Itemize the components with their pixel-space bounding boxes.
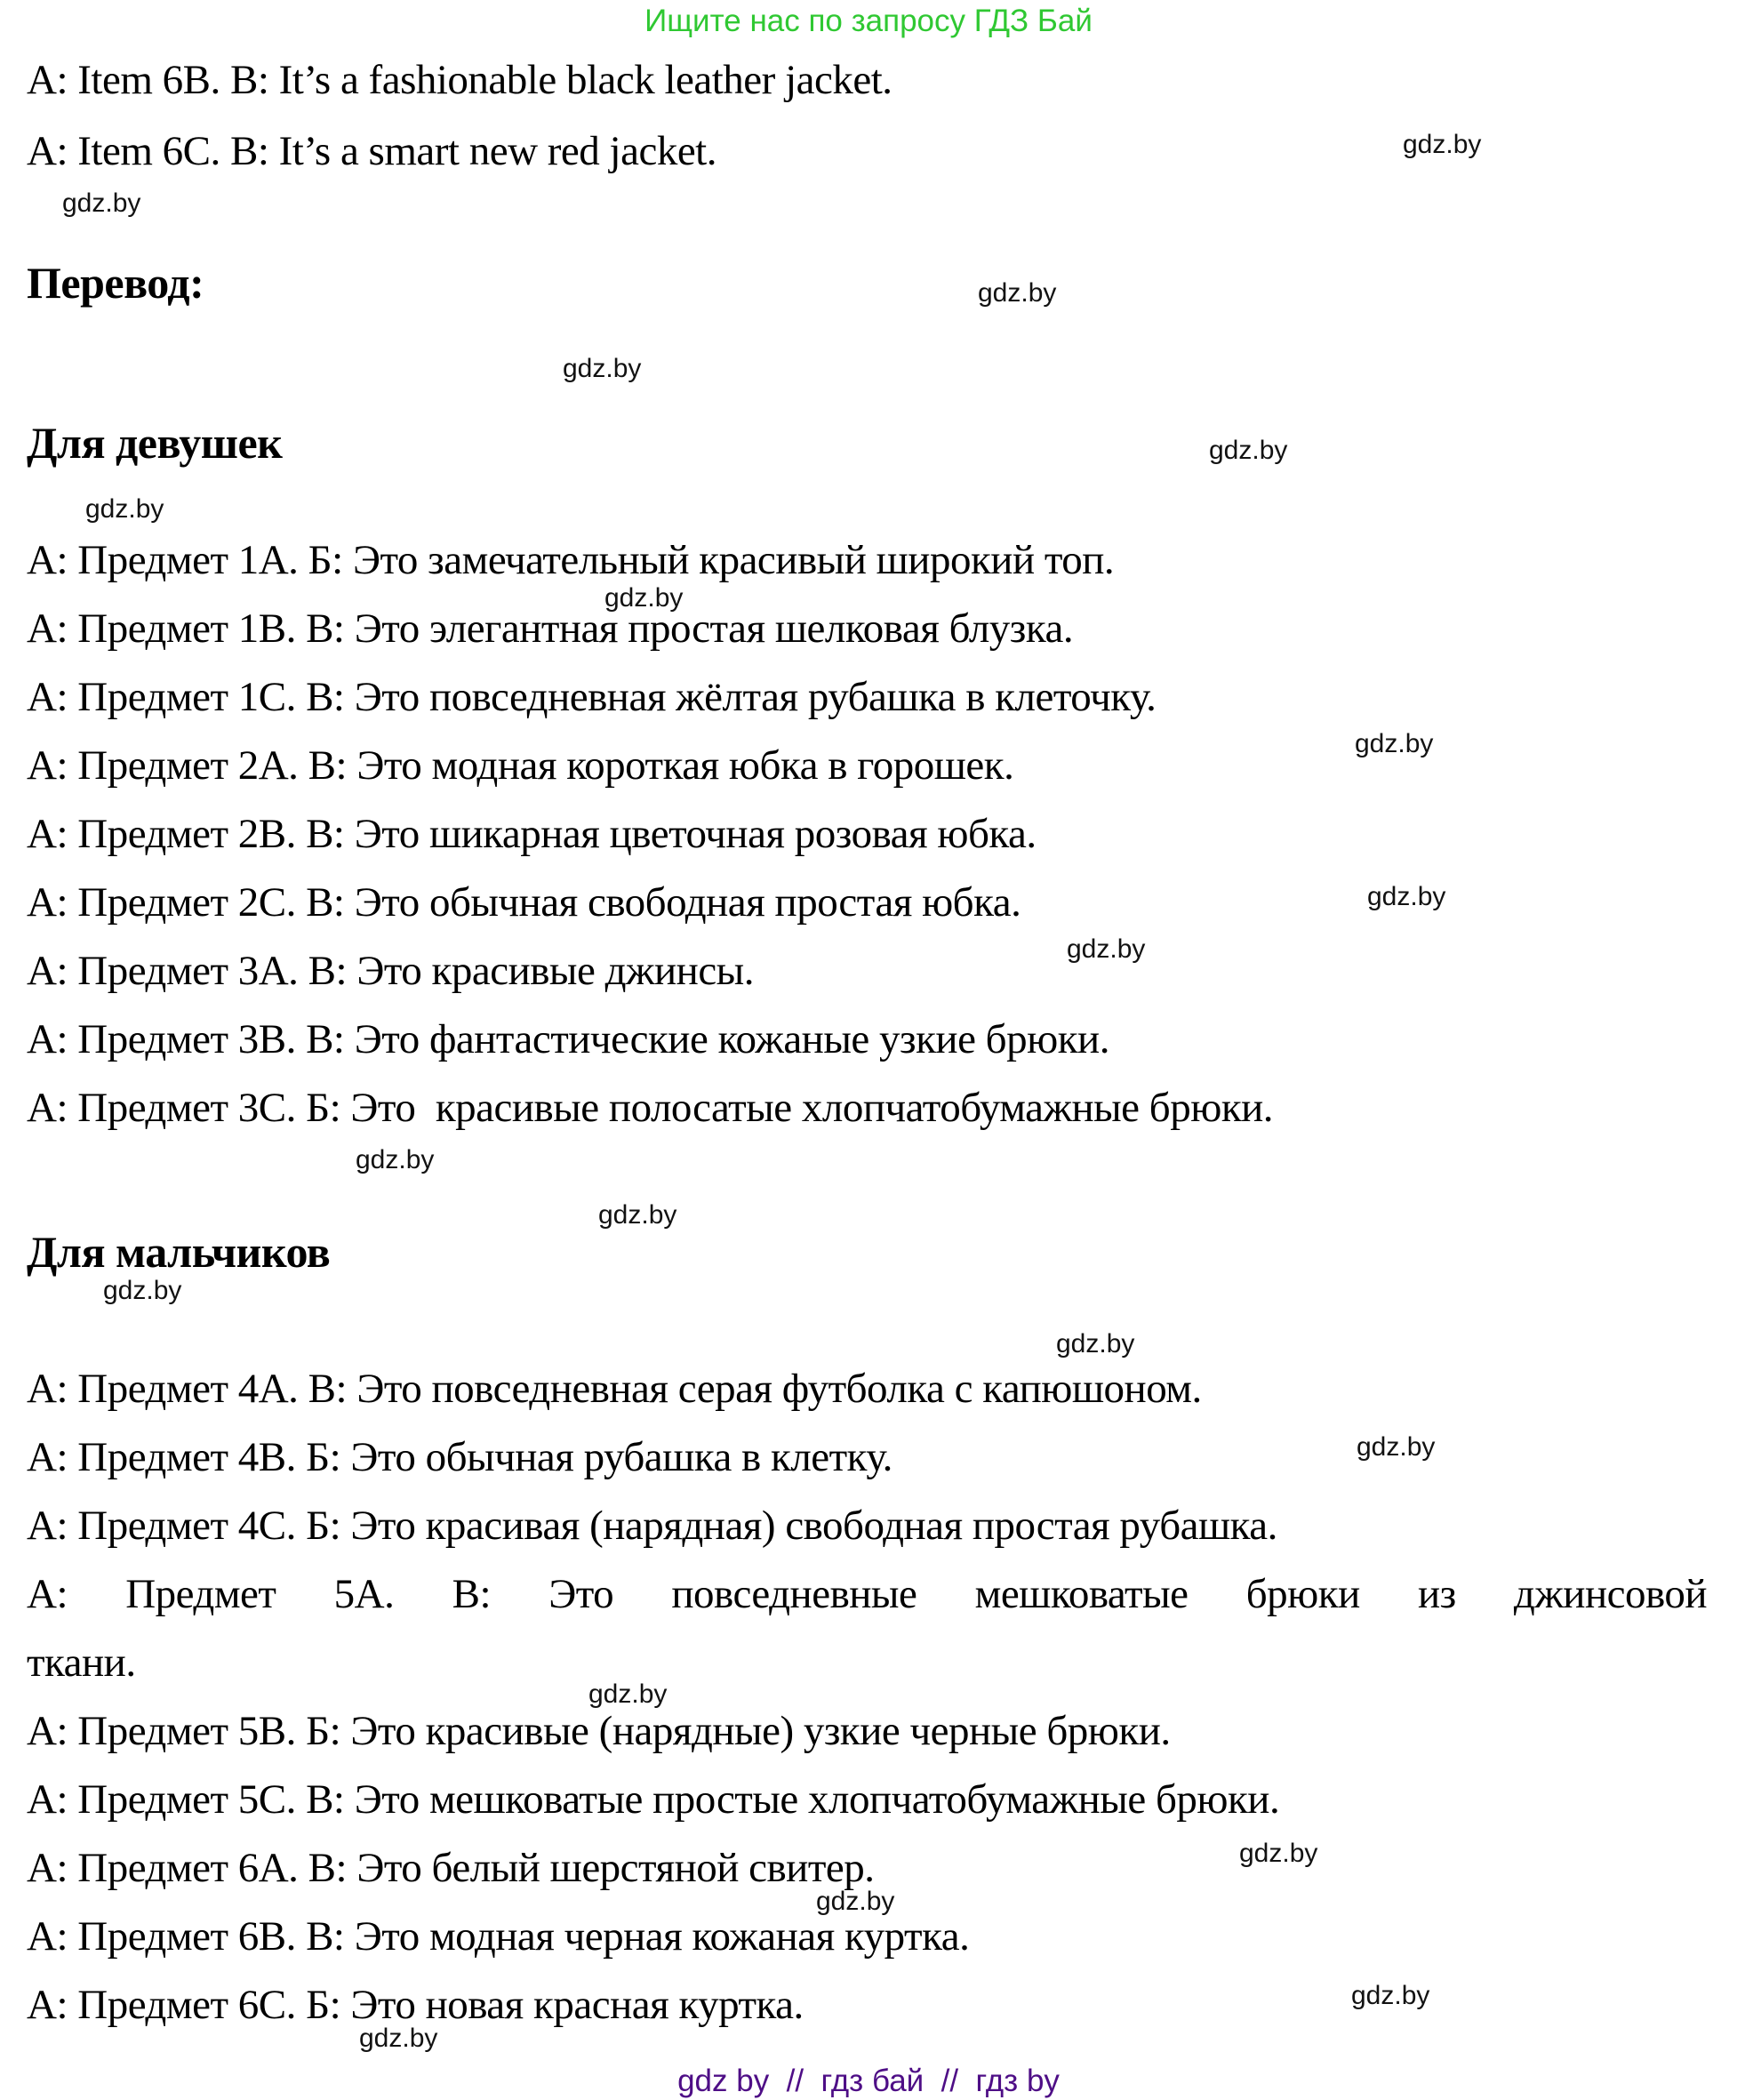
gdz-watermark: gdz.by	[1209, 436, 1288, 465]
english-answer-line: A: Item 6B. B: It’s a fashionable black leather jacket.	[27, 57, 893, 103]
gdz-watermark: gdz.by	[1355, 729, 1434, 758]
answer-line: А: Предмет 5А. В: Это повседневные мешковатые брюки из джинсовой	[27, 1571, 1707, 1617]
footer-watermark: gdz by // гдз бай // гдз by	[677, 2064, 1060, 2098]
gdz-watermark: gdz.by	[356, 1145, 435, 1174]
gdz-watermark: gdz.by	[85, 494, 164, 524]
answer-line: А: Предмет 1С. В: Это повседневная жёлтая рубашка в клеточку.	[27, 674, 1157, 720]
answer-line: А: Предмет 3В. В: Это фантастические кожаные узкие брюки.	[27, 1016, 1109, 1062]
gdz-watermark: gdz.by	[1056, 1329, 1135, 1359]
gdz-watermark: gdz.by	[978, 278, 1057, 308]
answer-line: А: Предмет 5В. Б: Это красивые (нарядные) узкие черные брюки.	[27, 1708, 1171, 1754]
translation-heading: Перевод:	[27, 258, 204, 308]
answer-line: А: Предмет 4А. В: Это повседневная серая футболка с капюшоном.	[27, 1366, 1202, 1412]
gdz-watermark: gdz.by	[598, 1200, 677, 1230]
answer-line: А: Предмет 6С. Б: Это новая красная куртка.	[27, 1982, 804, 2028]
gdz-watermark: gdz.by	[359, 2024, 438, 2053]
answer-line: А: Предмет 3А. В: Это красивые джинсы.	[27, 948, 755, 994]
english-answer-line: A: Item 6C. B: It’s a smart new red jacket.	[27, 128, 716, 174]
gdz-watermark: gdz.by	[1351, 1981, 1430, 2010]
answer-line: А: Предмет 3С. Б: Это красивые полосатые хлопчатобумажные брюки.	[27, 1085, 1274, 1131]
answer-line: А: Предмет 6В. В: Это модная черная кожаная куртка.	[27, 1913, 970, 1960]
section-title-boys: Для мальчиков	[27, 1227, 331, 1277]
gdz-watermark: gdz.by	[1357, 1432, 1436, 1462]
gdz-watermark: gdz.by	[1403, 130, 1482, 159]
gdz-watermark: gdz.by	[1239, 1839, 1318, 1868]
gdz-watermark: gdz.by	[588, 1679, 668, 1709]
section-title-girls: Для девушек	[27, 418, 283, 468]
gdz-watermark: gdz.by	[62, 188, 141, 218]
gdz-watermark: gdz.by	[103, 1276, 182, 1305]
answer-line: А: Предмет 4С. Б: Это красивая (нарядная) свободная простая рубашка.	[27, 1503, 1277, 1549]
boys-answers-block	[27, 1355, 1707, 2040]
answer-line: А: Предмет 1В. В: Это элегантная простая шелковая блузка.	[27, 605, 1074, 652]
gdz-watermark: gdz.by	[604, 583, 684, 613]
english-answers-block	[27, 44, 1707, 187]
answer-line: А: Предмет 2С. В: Это обычная свободная простая юбка.	[27, 879, 1021, 926]
answer-line: А: Предмет 1А. Б: Это замечательный красивый широкий топ.	[27, 537, 1115, 583]
gdz-watermark: gdz.by	[563, 354, 642, 383]
answer-line: А: Предмет 5С. В: Это мешковатые простые хлопчатобумажные брюки.	[27, 1776, 1280, 1823]
gdz-watermark: gdz.by	[816, 1887, 895, 1916]
answer-line: А: Предмет 6А. В: Это белый шерстяной свитер.	[27, 1845, 875, 1891]
girls-answers-block	[27, 526, 1707, 1142]
answer-line: А: Предмет 2В. В: Это шикарная цветочная розовая юбка.	[27, 811, 1037, 857]
gdz-watermark: gdz.by	[1067, 934, 1146, 964]
answer-line: ткани.	[27, 1639, 136, 1686]
gdz-watermark: gdz.by	[1367, 882, 1446, 911]
promo-banner-text: Ищите нас по запросу ГДЗ Бай	[644, 4, 1093, 38]
answer-line: А: Предмет 2А. В: Это модная короткая юбка в горошек.	[27, 742, 1014, 789]
answer-line: А: Предмет 4В. Б: Это обычная рубашка в клетку.	[27, 1434, 893, 1480]
